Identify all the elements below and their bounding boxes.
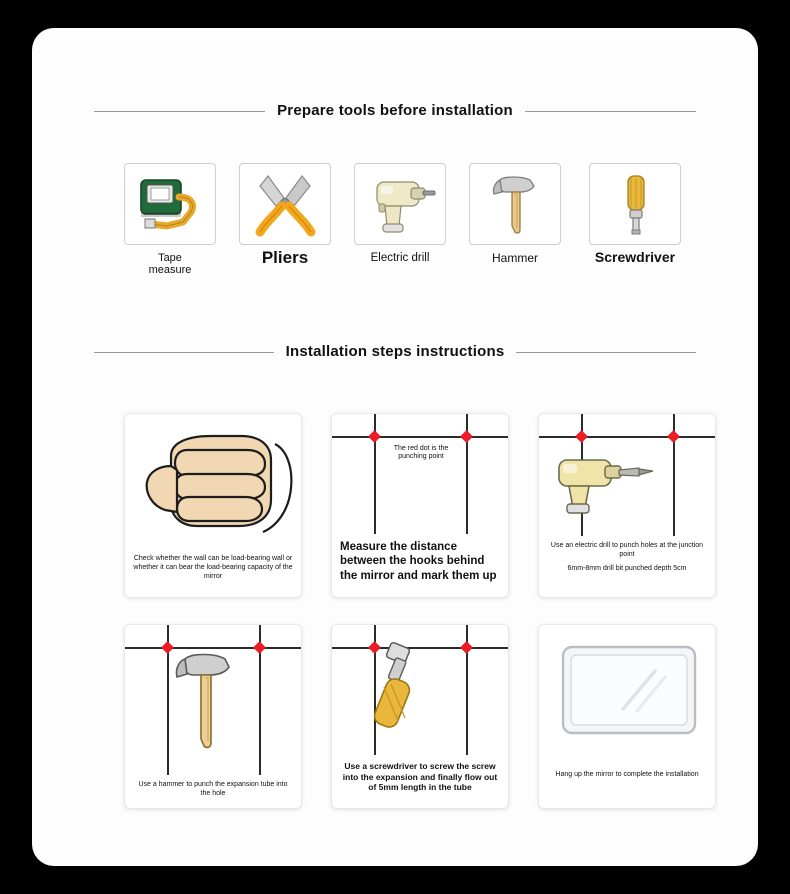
step-caption-measure-distance: Measure the distance between the hooks behind the mirror and mark them up [340, 541, 497, 582]
step-caption-hammer-expansion-tube: Use a hammer to punch the expansion tube into the hole [138, 781, 288, 797]
screwdriver-illustration [362, 641, 458, 745]
mirror-illustration [539, 625, 715, 765]
tool-tape-measure [124, 163, 216, 276]
guide-line-horizontal [332, 436, 508, 438]
tool-box-hammer [469, 163, 561, 245]
tool-label-tape-measure: Tape measure [148, 252, 192, 277]
tool-label-hammer: Hammer [491, 251, 538, 265]
step-caption-hang-mirror: Hang up the mirror to complete the installation [555, 771, 699, 778]
tool-label-pliers: Pliers [261, 248, 309, 267]
step-card-hammer-expansion-tube [124, 624, 302, 809]
step-caption-screw-in: Use a screwdriver to screw the screw into the expansion and finally flow out of 5mm length in the tube [342, 761, 498, 793]
electric-drill-icon [355, 164, 446, 245]
step-art-drill-holes [539, 414, 715, 536]
tools-row [124, 141, 684, 301]
step-art-screw-in [332, 625, 508, 755]
step-card-measure-distance [331, 413, 509, 598]
tool-label-electric-drill: Electric drill [370, 252, 430, 264]
fist-icon [125, 414, 301, 549]
tool-box-screwdriver [589, 163, 681, 245]
tool-screwdriver [589, 163, 681, 265]
tool-label-screwdriver: Screwdriver [594, 249, 676, 265]
screwdriver-icon [590, 164, 681, 245]
hammer-icon [470, 164, 561, 245]
step-card-drill-holes [538, 413, 716, 598]
pliers-icon [240, 164, 331, 245]
tool-electric-drill [354, 163, 446, 265]
step-card-hang-mirror [538, 624, 716, 809]
step-art-hammer-expansion-tube [125, 625, 301, 775]
step-caption-drill-holes: Use an electric drill to punch holes at the junction point [550, 542, 704, 558]
tools-heading-text: Prepare tools before installation [265, 102, 525, 119]
step-card-check-wall [124, 413, 302, 598]
tool-box-pliers [239, 163, 331, 245]
punch-point-dot-left [368, 430, 381, 443]
steps-heading-text: Installation steps instructions [274, 343, 517, 360]
step-art-check-wall [125, 414, 301, 549]
hammer-illustration [163, 647, 273, 757]
punch-point-dot-left [575, 430, 588, 443]
tape-measure-icon [125, 164, 216, 245]
tool-box-electric-drill [354, 163, 446, 245]
step-note-red-dot: The red dot is the punching point [393, 445, 449, 461]
tool-box-tape-measure [124, 163, 216, 245]
instruction-sheet [32, 28, 758, 866]
step-caption-drill-bit-spec: 6mm-8mm drill bit punched depth 5cm [567, 564, 687, 572]
punch-point-dot-right [460, 641, 473, 654]
punch-point-dot-right [667, 430, 680, 443]
guide-line-horizontal [539, 436, 715, 438]
steps-heading [32, 343, 758, 361]
step-art-measure-distance [332, 414, 508, 534]
tool-hammer [469, 163, 561, 265]
step-art-hang-mirror [539, 625, 715, 765]
tools-heading [32, 102, 758, 120]
punch-point-dot-right [460, 430, 473, 443]
step-card-screw-in [331, 624, 509, 809]
step-caption-check-wall: Check whether the wall can be load-bearing wall or whether it can bear the load-bearing capacity of the mirror [133, 555, 293, 580]
electric-drill-illustration [553, 442, 663, 516]
tool-pliers [239, 163, 331, 268]
